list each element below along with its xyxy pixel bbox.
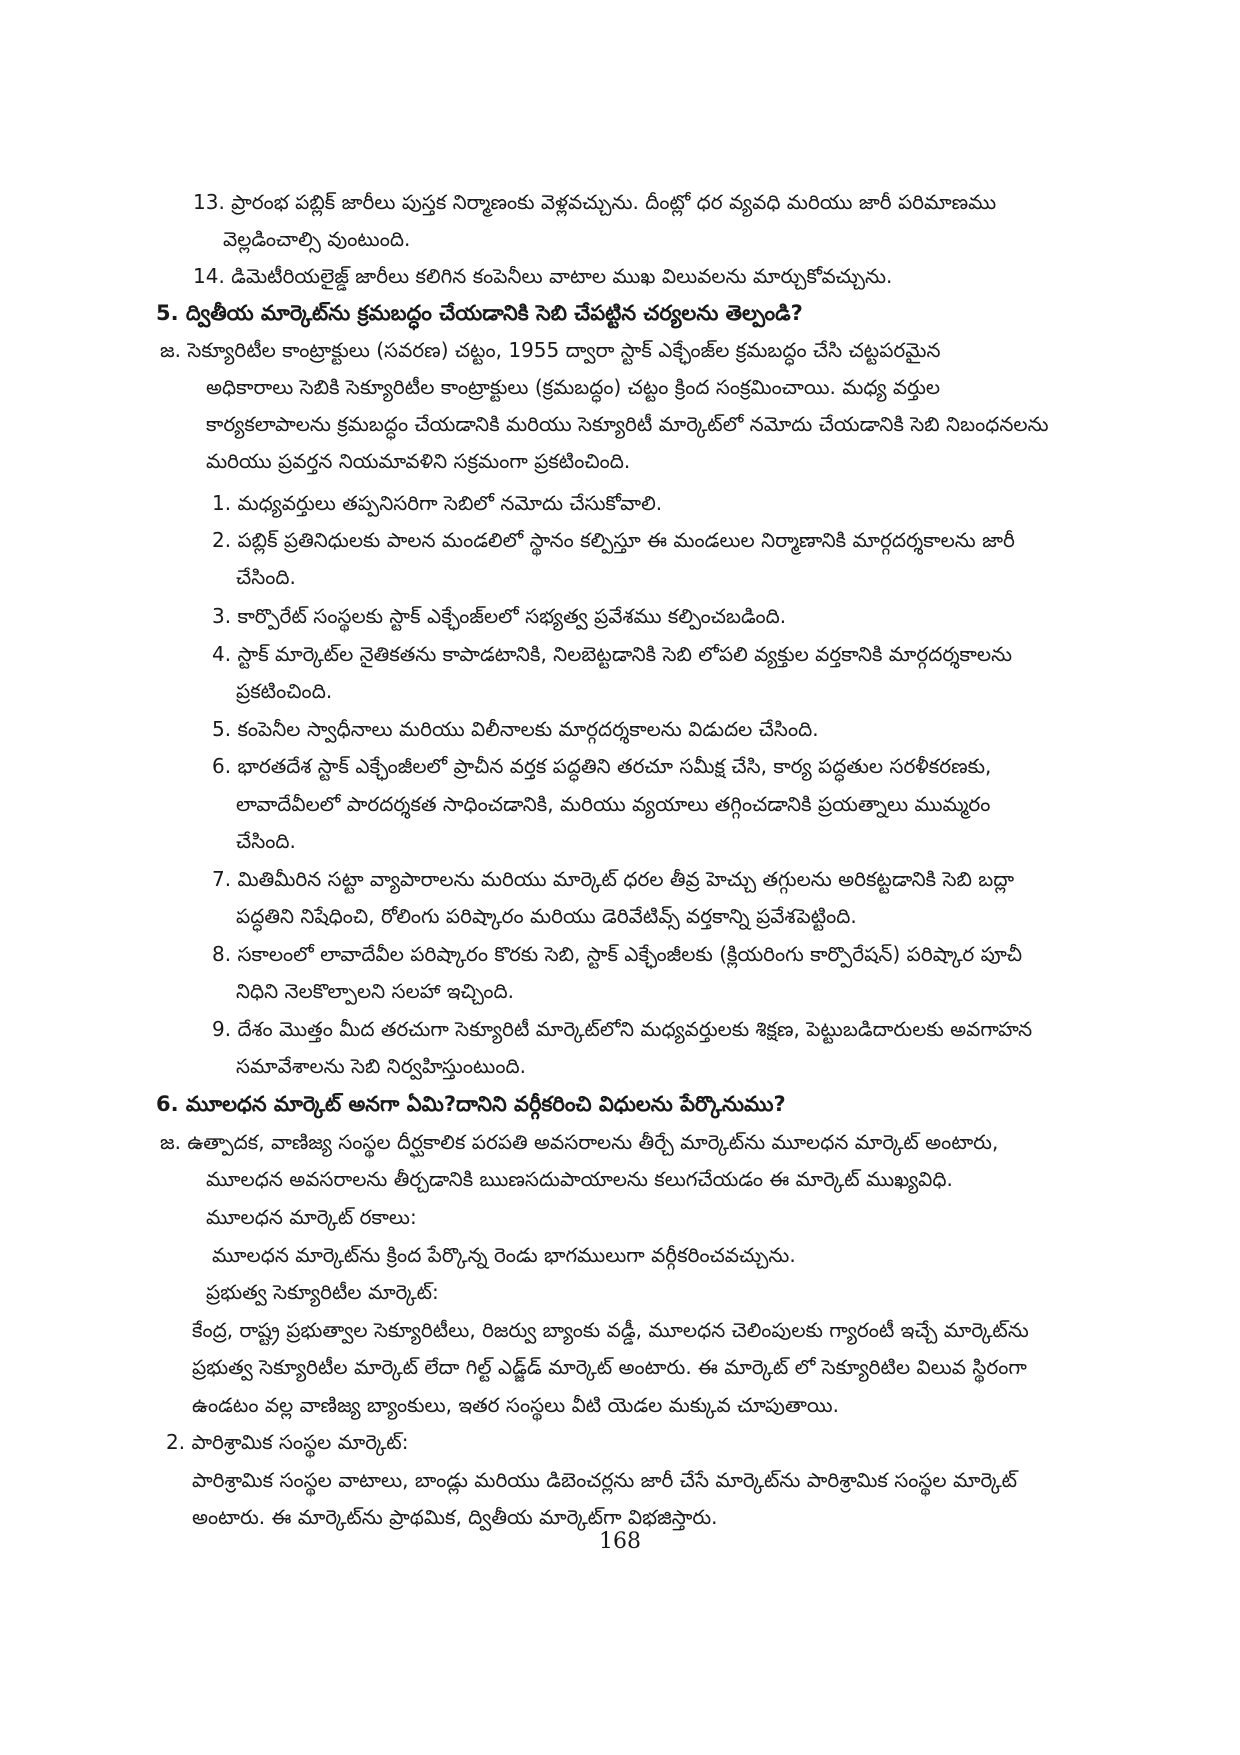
sebi-point-9: 9. దేశం మొత్తం మీద తరచుగా సెక్యూరిటీ మార్కెట్‌లోని మధ్యవర్తులకు శిక్షణ, పెట్టుబడిదారులకు అవగాహన	[212, 1017, 1033, 1041]
question-5-heading: 5. ద్వితీయ మార్కెట్‌ను క్రమబద్ధం చేయడానికి సెబి చేపట్టిన చర్యలను తెల్పండి?	[156, 301, 803, 325]
sebi-point-6-cont-2: చేసింది.	[236, 829, 296, 853]
question-6-heading: 6. మూలధన మార్కెట్ అనగా ఏమి?దానిని వర్గీకరించి విధులను పేర్కొనుము?	[156, 1092, 786, 1116]
list-item-13: 13. ప్రారంభ పబ్లిక్ జారీలు పుస్తక నిర్మాణంకు వెళ్లవచ్చును. దీంట్లో ధర వ్యవధి మరియు జారీ పరిమాణము	[193, 190, 997, 214]
sebi-point-7: 7. మితిమీరిన సట్టా వ్యాపారాలను మరియు మార్కెట్ ధరల తీవ్ర హెచ్చు తగ్గులను అరికట్టడానికి సెబి బద్లా	[212, 867, 1015, 891]
industrial-market-line-1: పారిశ్రామిక సంస్థల వాటాలు, బాండ్లు మరియు డిబెంచర్లను జారీ చేసే మార్కెట్‌ను పారిశ్రామిక సంస్థల మార్కెట్	[192, 1468, 1018, 1492]
answer-5-line-3: కార్యకలాపాలను క్రమబద్ధం చేయడానికి మరియు సెక్యూరిటీ మార్కెట్‌లో నమోదు చేయడానికి సెబి నిబంధనలను	[206, 412, 1049, 436]
sebi-point-5: 5. కంపెనీల స్వాధీనాలు మరియు విలీనాలకు మార్గదర్శకాలను విడుదల చేసింది.	[212, 717, 819, 741]
capital-market-types-heading: మూలధన మార్కెట్ రకాలు:	[206, 1205, 417, 1229]
sebi-point-9-cont: సమావేశాలను సెబి నిర్వహిస్తుంటుంది.	[236, 1054, 526, 1078]
sebi-point-2-cont: చేసింది.	[236, 565, 296, 589]
list-item-14: 14. డిమెటీరియలైజ్డ్ జారీలు కలిగిన కంపెనీలు వాటాల ముఖ విలువలను మార్చుకోవచ్చును.	[193, 264, 893, 288]
sebi-point-7-cont: పద్ధతిని నిషేధించి, రోలింగు పరిష్కారం మరియు డెరివేటివ్స్ వర్తకాన్ని ప్రవేశపెట్టింది.	[236, 904, 857, 928]
sebi-point-6-cont-1: లావాదేవీలలో పారదర్శకత సాధించడానికి, మరియు వ్యయాలు తగ్గించడానికి ప్రయత్నాలు ముమ్మరం	[236, 792, 991, 816]
sebi-point-8: 8. సకాలంలో లావాదేవీల పరిష్కారం కొరకు సెబి, స్టాక్ ఎక్ఛేంజీలకు (క్లియరింగు కార్పొరేషన్) పరిష్కార పూచీ	[212, 942, 1023, 966]
answer-5-line-1: జ. సెక్యూరిటీల కాంట్రాక్టులు (సవరణ) చట్టం, 1955 ద్వారా స్టాక్ ఎక్ఛేంజ్‌ల క్రమబద్ధం చేసి చట్టపరమైన	[160, 338, 941, 362]
sebi-point-3: 3. కార్పొరేట్ సంస్థలకు స్టాక్ ఎక్ఛేంజ్‌లలో సభ్యత్వ ప్రవేశము కల్పించబడింది.	[212, 604, 787, 628]
answer-5-line-4: మరియు ప్రవర్తన నియమావళిని సక్రమంగా ప్రకటించింది.	[206, 449, 631, 473]
industrial-market-line-2: అంటారు. ఈ మార్కెట్‌ను ప్రాథమిక, ద్వితీయ మార్కెట్‌గా విభజిస్తారు.	[192, 1505, 718, 1529]
govt-securities-line-3: ఉండటం వల్ల వాణిజ్య బ్యాంకులు, ఇతర సంస్థలు వీటి యెడల మక్కువ చూపుతాయి.	[192, 1393, 839, 1417]
answer-5-line-2: అధికారాలు సెబికి సెక్యూరిటీల కాంట్రాక్టులు (క్రమబద్ధం) చట్టం క్రింద సంక్రమించాయి. మధ్య వర్తుల	[206, 375, 941, 399]
list-item-13-cont: వెల్లడించాల్సి వుంటుంది.	[223, 227, 411, 251]
industrial-market-heading: 2. పారిశ్రామిక సంస్థల మార్కెట్:	[166, 1430, 409, 1454]
sebi-point-4: 4. స్టాక్ మార్కెట్‌ల నైతికతను కాపాడటానికి, నిలబెట్టడానికి సెబి లోపలి వ్యక్తుల వర్తకానికి మార్గదర్శకాలను	[212, 642, 1013, 666]
capital-market-classification: మూలధన మార్కెట్‌ను క్రింద పేర్కొన్న రెండు భాగములుగా వర్గీకరించవచ్చును.	[212, 1243, 796, 1267]
govt-securities-heading: ప్రభుత్వ సెక్యూరిటీల మార్కెట్:	[206, 1280, 439, 1304]
sebi-point-4-cont: ప్రకటించింది.	[236, 679, 333, 703]
govt-securities-line-2: ప్రభుత్వ సెక్యూరిటీల మార్కెట్ లేదా గిల్ట్ ఎడ్జ్‌డ్ మార్కెట్ అంటారు. ఈ మార్కెట్ లో సెక్యూరిటిల విలువ స్థిరంగా	[192, 1355, 1027, 1379]
page-number: 168	[599, 1529, 641, 1554]
sebi-point-1: 1. మధ్యవర్తులు తప్పనిసరిగా సెబిలో నమోదు చేసుకోవాలి.	[212, 491, 663, 515]
sebi-point-2: 2. పబ్లిక్ ప్రతినిధులకు పాలన మండలిలో స్థానం కల్పిస్తూ ఈ మండలుల నిర్మాణానికి మార్గదర్శకాలను జారీ	[212, 528, 1015, 552]
govt-securities-line-1: కేంద్ర, రాష్ట్ర ప్రభుత్వాల సెక్యూరిటీలు, రిజర్వు బ్యాంకు వడ్డీ, మూలధన చెలింపులకు గ్యారంటీ ఇచ్చే మార్కెట్‌ను	[192, 1318, 1029, 1342]
sebi-point-8-cont: నిధిని నెలకొల్పాలని సలహా ఇచ్చింది.	[236, 979, 514, 1003]
sebi-point-6: 6. భారతదేశ స్టాక్ ఎక్ఛేంజీలలో ప్రాచీన వర్తక పద్ధతిని తరచూ సమీక్ష చేసి, కార్య పద్ధతుల సరళీకరణకు,	[212, 754, 992, 778]
answer-6-line-1: జ. ఉత్పాదక, వాణిజ్య సంస్థల దీర్ఘకాలిక పరపతి అవసరాలను తీర్చే మార్కెట్‌ను మూలధన మార్కెట్ అంటారు,	[160, 1130, 999, 1154]
answer-6-line-2: మూలధన అవసరాలను తీర్చడానికి ఋణసదుపాయాలను కలుగచేయడం ఈ మార్కెట్ ముఖ్యవిధి.	[206, 1167, 953, 1191]
